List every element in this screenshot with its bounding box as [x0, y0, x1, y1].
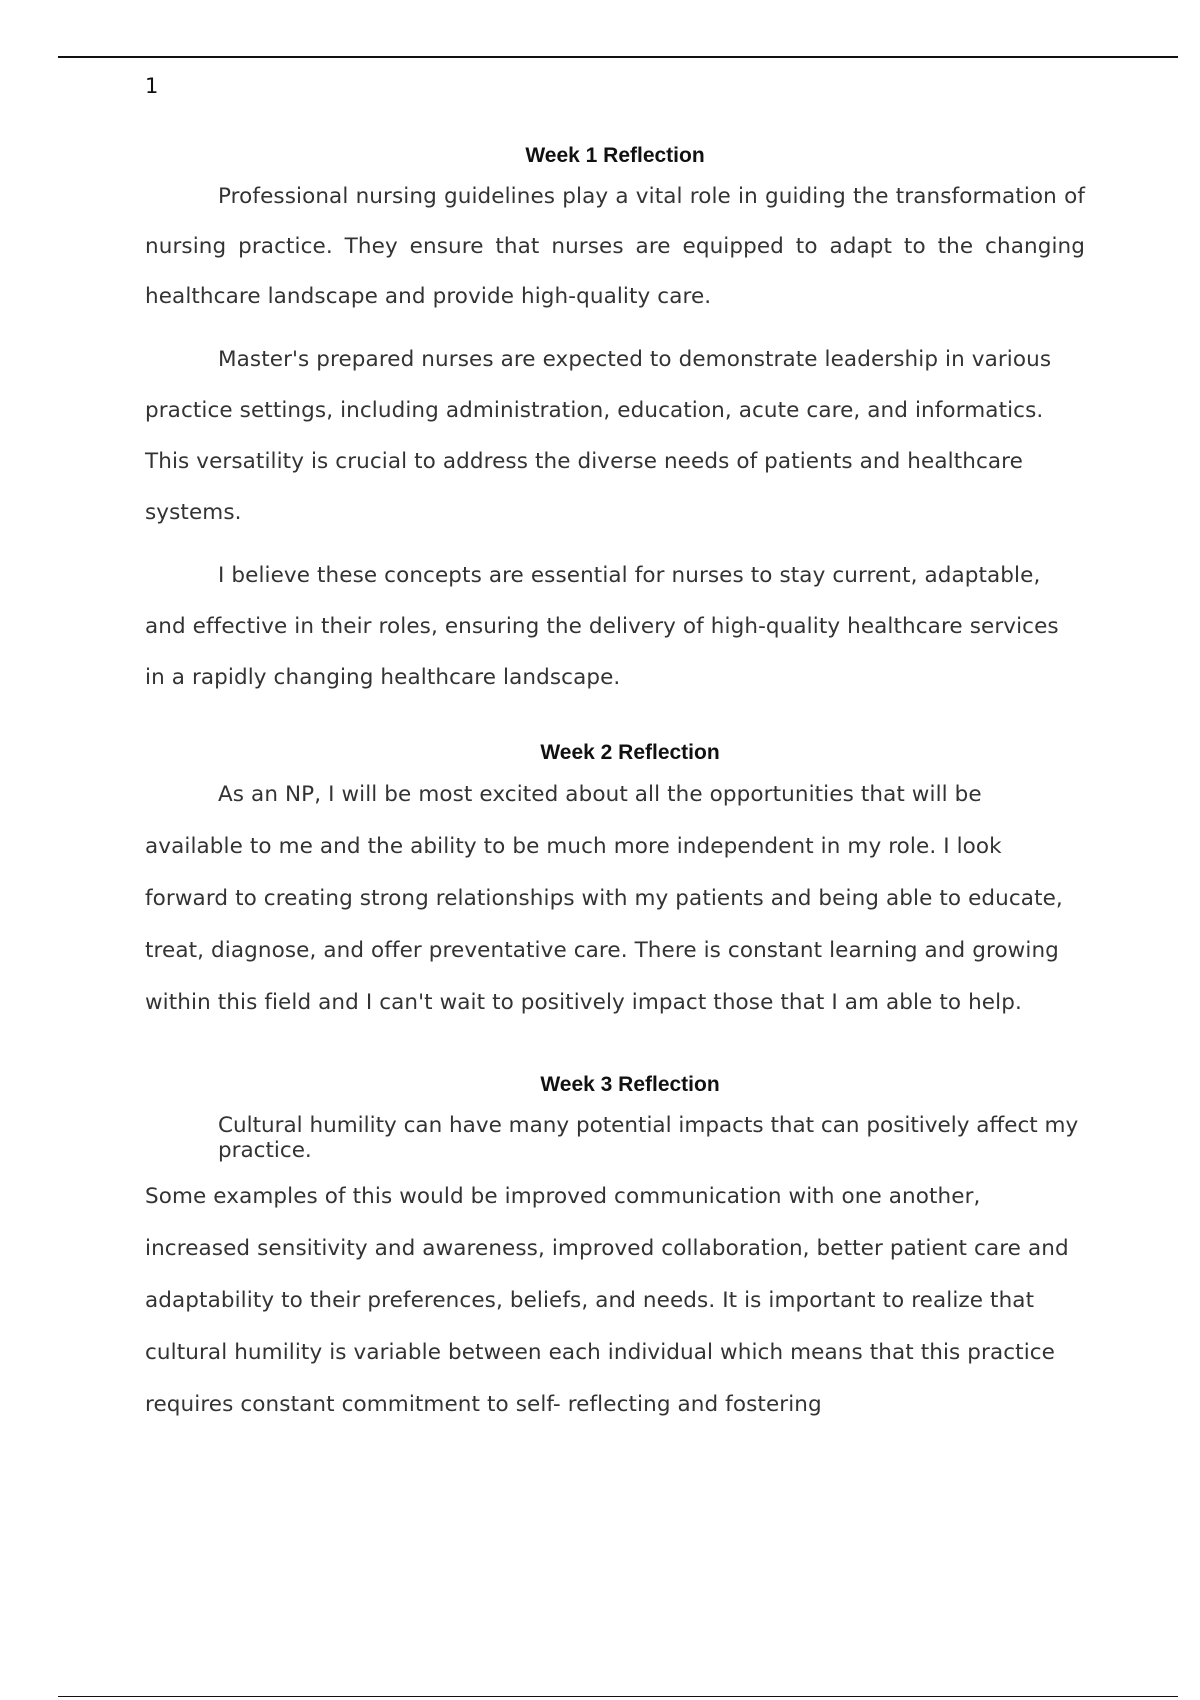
header-rule: [58, 56, 1178, 58]
section-week-1: [145, 140, 1085, 703]
paragraph: Some examples of this would be improved communication with one another, increased sensitivity and awareness, improved collaboration, better patient care and adaptability to their preferences, beliefs, and needs. It is important to realize that cultural humility is variable between each individual which means that this practice requires constant commitment to self- reflecting and fostering: [145, 1184, 1069, 1417]
section-heading: Week 3 Reflection: [540, 1073, 720, 1096]
document-body: [145, 140, 1085, 1431]
page-number: 1: [145, 74, 159, 98]
paragraph: As an NP, I will be most excited about all the opportunities that will be available to me and the ability to be much more independent in my role. I look forward to creating strong relationships with my patients and being able to educate, treat, diagnose, and offer preventative care. There is constant learning and growing within this field and I can't wait to positively impact those that I am able to help.: [145, 782, 1063, 1015]
paragraph: Master's prepared nurses are expected to demonstrate leadership in various practice settings, including administration, education, acute care, and informatics. This versatility is crucial to address the diverse needs of patients and healthcare systems.: [145, 347, 1052, 525]
footer-rule: [58, 1696, 1178, 1697]
section-heading: Week 2 Reflection: [540, 741, 720, 764]
section-week-3: [145, 1069, 1085, 1431]
paragraph: Professional nursing guidelines play a vital role in guiding the transformation of nursing practice. They ensure that nurses are equipped to adapt to the changing healthcare landscape and provide high-quality care.: [145, 184, 1085, 309]
section-week-2: [145, 737, 1085, 1029]
paragraph: Cultural humility can have many potential impacts that can positively affect my practice.: [218, 1113, 1079, 1163]
section-heading: Week 1 Reflection: [525, 144, 705, 167]
paragraph: I believe these concepts are essential for nurses to stay current, adaptable, and effective in their roles, ensuring the delivery of high-quality healthcare services in a rapidly changing healthcare landscape.: [145, 563, 1059, 690]
